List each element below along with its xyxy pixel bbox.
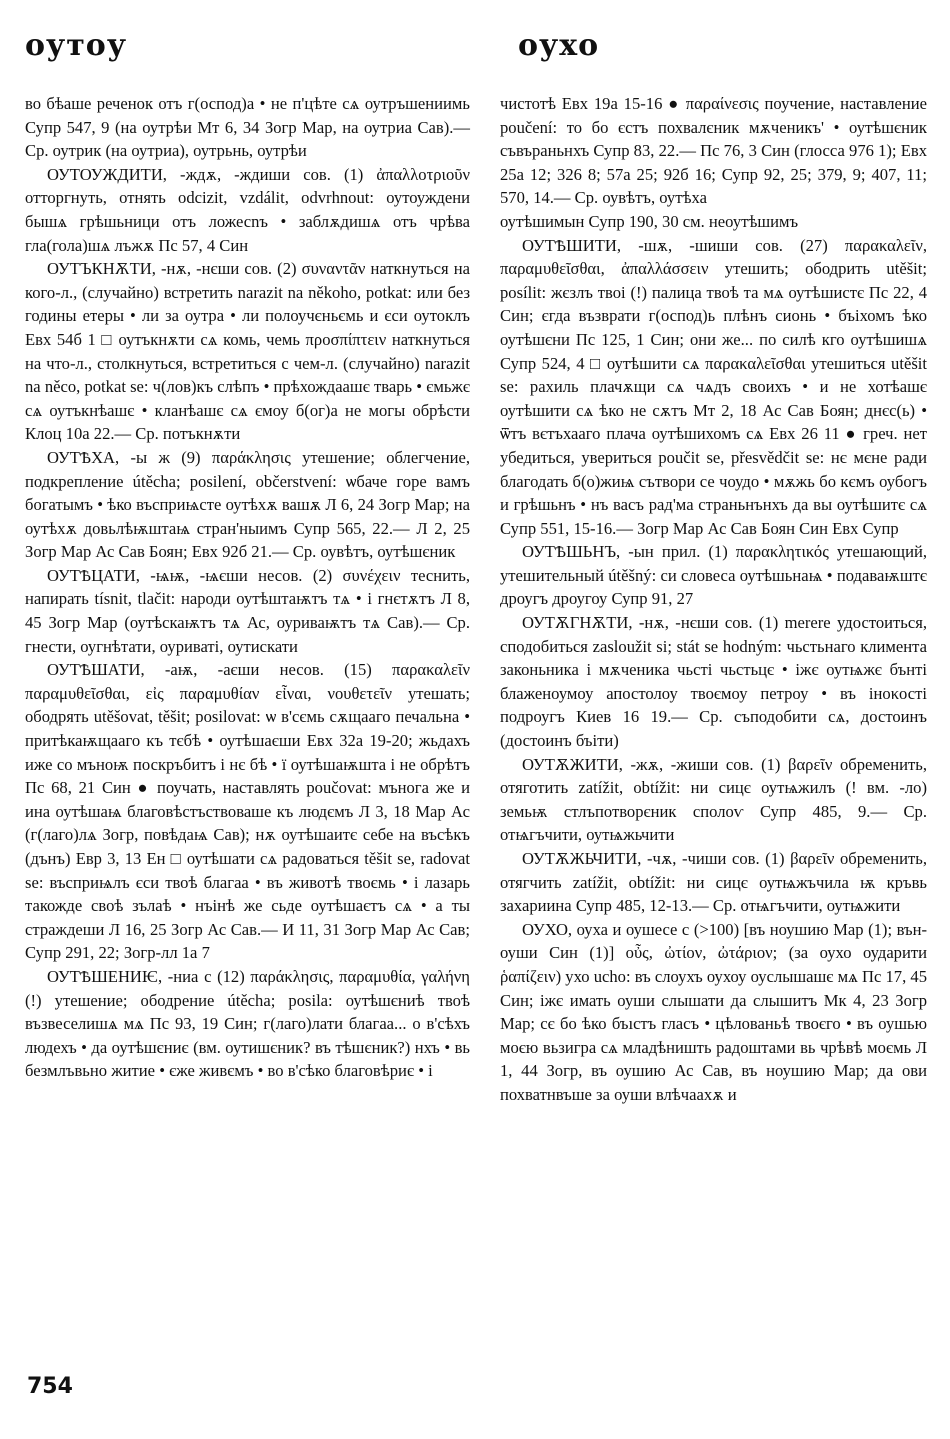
dictionary-entry: ОУТОУЖДИТИ, -ждѫ, -ждиши сов. (1) ἀπαλλοτριοῦν отторгнуть, отнять odcizit, vzdálit, odvrhnout: оутоуждени бышѧ грѣшьници отъ ложесnъ • заблѫдишѧ отъ чрѣва гла(гола)шѧ лъжѫ Пс 57, 4 Син bbox=[25, 164, 470, 255]
running-head-right: оухо bbox=[518, 28, 600, 63]
page-number: 754 bbox=[27, 1374, 73, 1399]
dictionary-entry: оутѣшимын Супр 190, 30 см. неоутѣшимъ bbox=[500, 211, 799, 231]
dictionary-entry: ОУТѪГНѪТИ, -нѫ, -нєши сов. (1) merere удостоиться, сподобиться zasloužit si; stát se hodným: чьстьнаго климента законьника і мѫченика чьсті чьстьцє • іжє оутѩжє бънті блаженоумоу апостолоу твоємоу петроу • въ іноκості подроугъ Киев 16 19.— Ср. съподобити сѧ, достоинъ (достоинъ бъіти) bbox=[500, 613, 927, 751]
dictionary-entry: ОУТЪКНѪТИ, -нѫ, -нєши сов. (2) συναντᾶν наткнуться на кого-л., (случайно) встретить narazit na někoho, potkat: или без годины етеры • ли за оутра • ли полоучєньємь и єси оутоклъ Евх 54б 1 □ оутъкнѫти сѧ комь, чемь προσπίπτειν наткнуться на что-л., столкнуться, встретиться с чем-л. (случайно) narazit na něco, potkat se: ч(лов)къ слѣпъ • прѣхождаашє тварь • ємьжє сѧ оутъкнѣашє • кланѣашє сѧ ємоу б(ог)а не могы обрѣсти Клоц 10а 22.— Ср. потъкнѫти bbox=[25, 259, 470, 444]
left-column bbox=[25, 92, 470, 1083]
dictionary-entry: ОУТѢШЬНЪ, -ын прил. (1) παρακλητικός утешающий, утешительный útěšný: си словеса оутѣшьнаѩ • подаваѭштє дроугъ дроугоу Супр 91, 27 bbox=[500, 542, 927, 609]
running-head-left: оутоу bbox=[25, 28, 128, 63]
dictionary-entry: ОУТѢШИТИ, -шѫ, -шиши сов. (27) παρακαλεῖν, παραμυθεῖσθαι, ἀπαλλάσσειν утешить; ободрить utěšit; posílit: жєзлъ твоі (!) палица твоѣ та мѧ оутѣшистє Пс 22, 4 Син; єгда възврати г(оспод)ь плѣнъ сионь • бъіхомъ ѣко оутѣшєни Пс 125, 1 Син; они же... по силѣ кго оутѣшишѧ Супр 524, 4 □ оутѣшити сѧ παρακαλεῖσθαι утешиться utěšit se: рахиль плачѫщи сѧ чѧдъ своихъ • и не хотѣашє оутѣшити сѧ ѣко не сѫтъ Мт 2, 18 Ас Сав Боян; днєс(ь) • ѿтъ вєтъхааго плача оутѣшихомъ сѧ Евх 26 11 ● греч. нет убедиться, увериться poučit se, přesvědčit se: нє мєне ради благодать б(о)жиѩ сътвори се чоудо • мѫжь бо кємъ оубогъ и грѣшьнъ • нъ васъ рад'ма страньнънхъ да вы оутѣшитє сѧ Супр 551, 15-16.— Зогр Мар Ас Сав Боян Син Евх Супр bbox=[500, 235, 927, 538]
dictionary-entry: ОУТѢХА, -ы ж (9) παράκλησις утешение; облегчение, подкрепление útěcha; posilení, občerstvení: ѡбаче горе вамъ богатымъ • ѣко въсприѩсте оутѣхѫ вашѫ Л 6, 24 Зогр Мар; на оутѣхѫ довьлѣѭштаѩ стран'ныимъ Супр 565, 22.— Л 2, 25 Зогр Мар Ас Сав Боян; Евх 92б 21.— Ср. оувѣтъ, оутѣшєник bbox=[25, 447, 470, 562]
dictionary-entry: ОУТѪЖЬЧИТИ, -чѫ, -чиши сов. (1) βαρεῖν обременить, отягчить zatížit, obtížit: ни сицє оутѩжъчила ѭ кръвь захариина Супр 485, 12-13.— Ср. отѩгъчити, оутѩжити bbox=[500, 849, 927, 916]
dictionary-entry: ОУХО, оуха и оушесе с (>100) [въ ноушию Мар (1); вън-оуши Син (1)] οὖς, ὠτίον, ὠτάριον; (за оухо оударити ῥαπίζειν) ухо ucho: въ слоухъ оухоу оуслышашє мѧ Пс 17, 45 Син; іжє имать оуши слышати да слышитъ Мк 4, 23 Зогр Мар; сє бо ѣко бъıстъ гласъ • цѣлованьѣ твоєго • въ оушью моєю вьзигра сѧ младѣништь радоштами вь чрѣвѣ моємь Л 1, 44 Зогр, въ оушию Ас Сав, въ ноушию Мар; да ови похватнвъше за оуши влѣчаахѫ и bbox=[500, 919, 927, 1104]
dictionary-entry: ОУТѢШАТИ, -аѭ, -аєши несов. (15) παρακαλεῖν παραμυθεῖσθαι, εἰς παραμυθίαν εἶναι, νουθετεῖν утешать; ободрять utěšovat, těšit; posilovat: ѡ в'сємь сѫщааго печальна • притѣкаѭщааго къ тєбѣ • оутѣшаєши Евх 32а 19-20; жьдахъ иже со мъноѭ поскръбитъ і нє бѣ • ї оутѣшаѭшта і не обрѣтъ Пс 68, 21 Син ● поучать, наставлять poučovat: мънога же и ина оутѣшаѩ благовѣстъствоваше къ людємъ Л 3, 18 Мар Ас (г(лаго)лѧ Зогр, повѣдаѩ Сав); нѫ оутѣшаитє себе на въсѣкъ (дънъ) Евр 3, 13 Ен □ оутѣшати сѧ радоваться těšit se, radovat se: въсприѩлъ єси твоѣ благаа • въ животѣ твоємь • і лазарь такожде своѣ зълаѣ • нъінѣ же сьде оутѣшаєтъ сѧ • а ты страждеши Л 16, 25 Зогр Ас Сав.— И 11, 31 Зогр Мар Ас Сав; Супр 291, 22; Зогр-лл 1а 7 bbox=[25, 660, 470, 963]
dictionary-entry: ОУТѪЖИТИ, -жѫ, -жиши сов. (1) βαρεῖν обременить, отяготить zatížit, obtížit: ни сицє оутѩжилъ (! вм. -ло) земьѭ стлъпотворєник сполоѵ Супр 485, 9.— Ср. отѩгъчити, оутѩжьчити bbox=[500, 754, 927, 845]
dictionary-entry: чистотѣ Евх 19а 15-16 ● παραίνεσις поучение, наставление poučení: то бо єстъ похвалєник мѫченикъ' • оутѣшєник съвъраньнхъ Супр 83, 22.— Пс 76, 3 Син (глосса 976 1); Евх 25а 12; 326 8; 57а 25; 92б 16; Супр 92, 25; 379, 9; 407, 11; 570, 14.— Ср. оувѣтъ, оутѣха bbox=[500, 94, 927, 208]
dictionary-entry: ОУТѢЦАТИ, -ѩѭ, -ѩєши несов. (2) συνέχειν теснить, напирать tísnit, tlačit: народи оутѣштаѭтъ тѧ • і гнєтѫтъ Л 8, 45 Зогр Мар (оутѣскаѭтъ тѧ Ас, оуриваѭтъ тѧ Сав).— Ср. гнести, оугнѣтати, оуриватi, оутискати bbox=[25, 565, 470, 656]
right-column bbox=[500, 92, 927, 1107]
dictionary-entry: во бѣаше реченок отъ г(оспод)а • не п'цѣте сѧ оутръшениимь Супр 547, 9 (на оутрѣи Мт 6, 34 Зогр Мар, на оутриа Сав).— Ср. оутрик (на оутриа), оутрьнь, оутрѣи bbox=[25, 94, 470, 161]
dictionary-entry: ОУТѢШЕНИѤ, -ниа с (12) παράκλησις, παραμυθία, γαλήνη (!) утешение; ободрение útěcha; posila: оутѣшєниѣ твоѣ възвеселишѧ мѧ Пс 93, 19 Син; г(лаго)лати благаа... о в'сѣхъ людехъ • да оутѣшєниє (вм. оутишєник? въ тѣшєник?) нхъ • вь безмлъвьно житие • єже живємъ • во в'сѣко благовѣриє • і bbox=[25, 966, 470, 1081]
